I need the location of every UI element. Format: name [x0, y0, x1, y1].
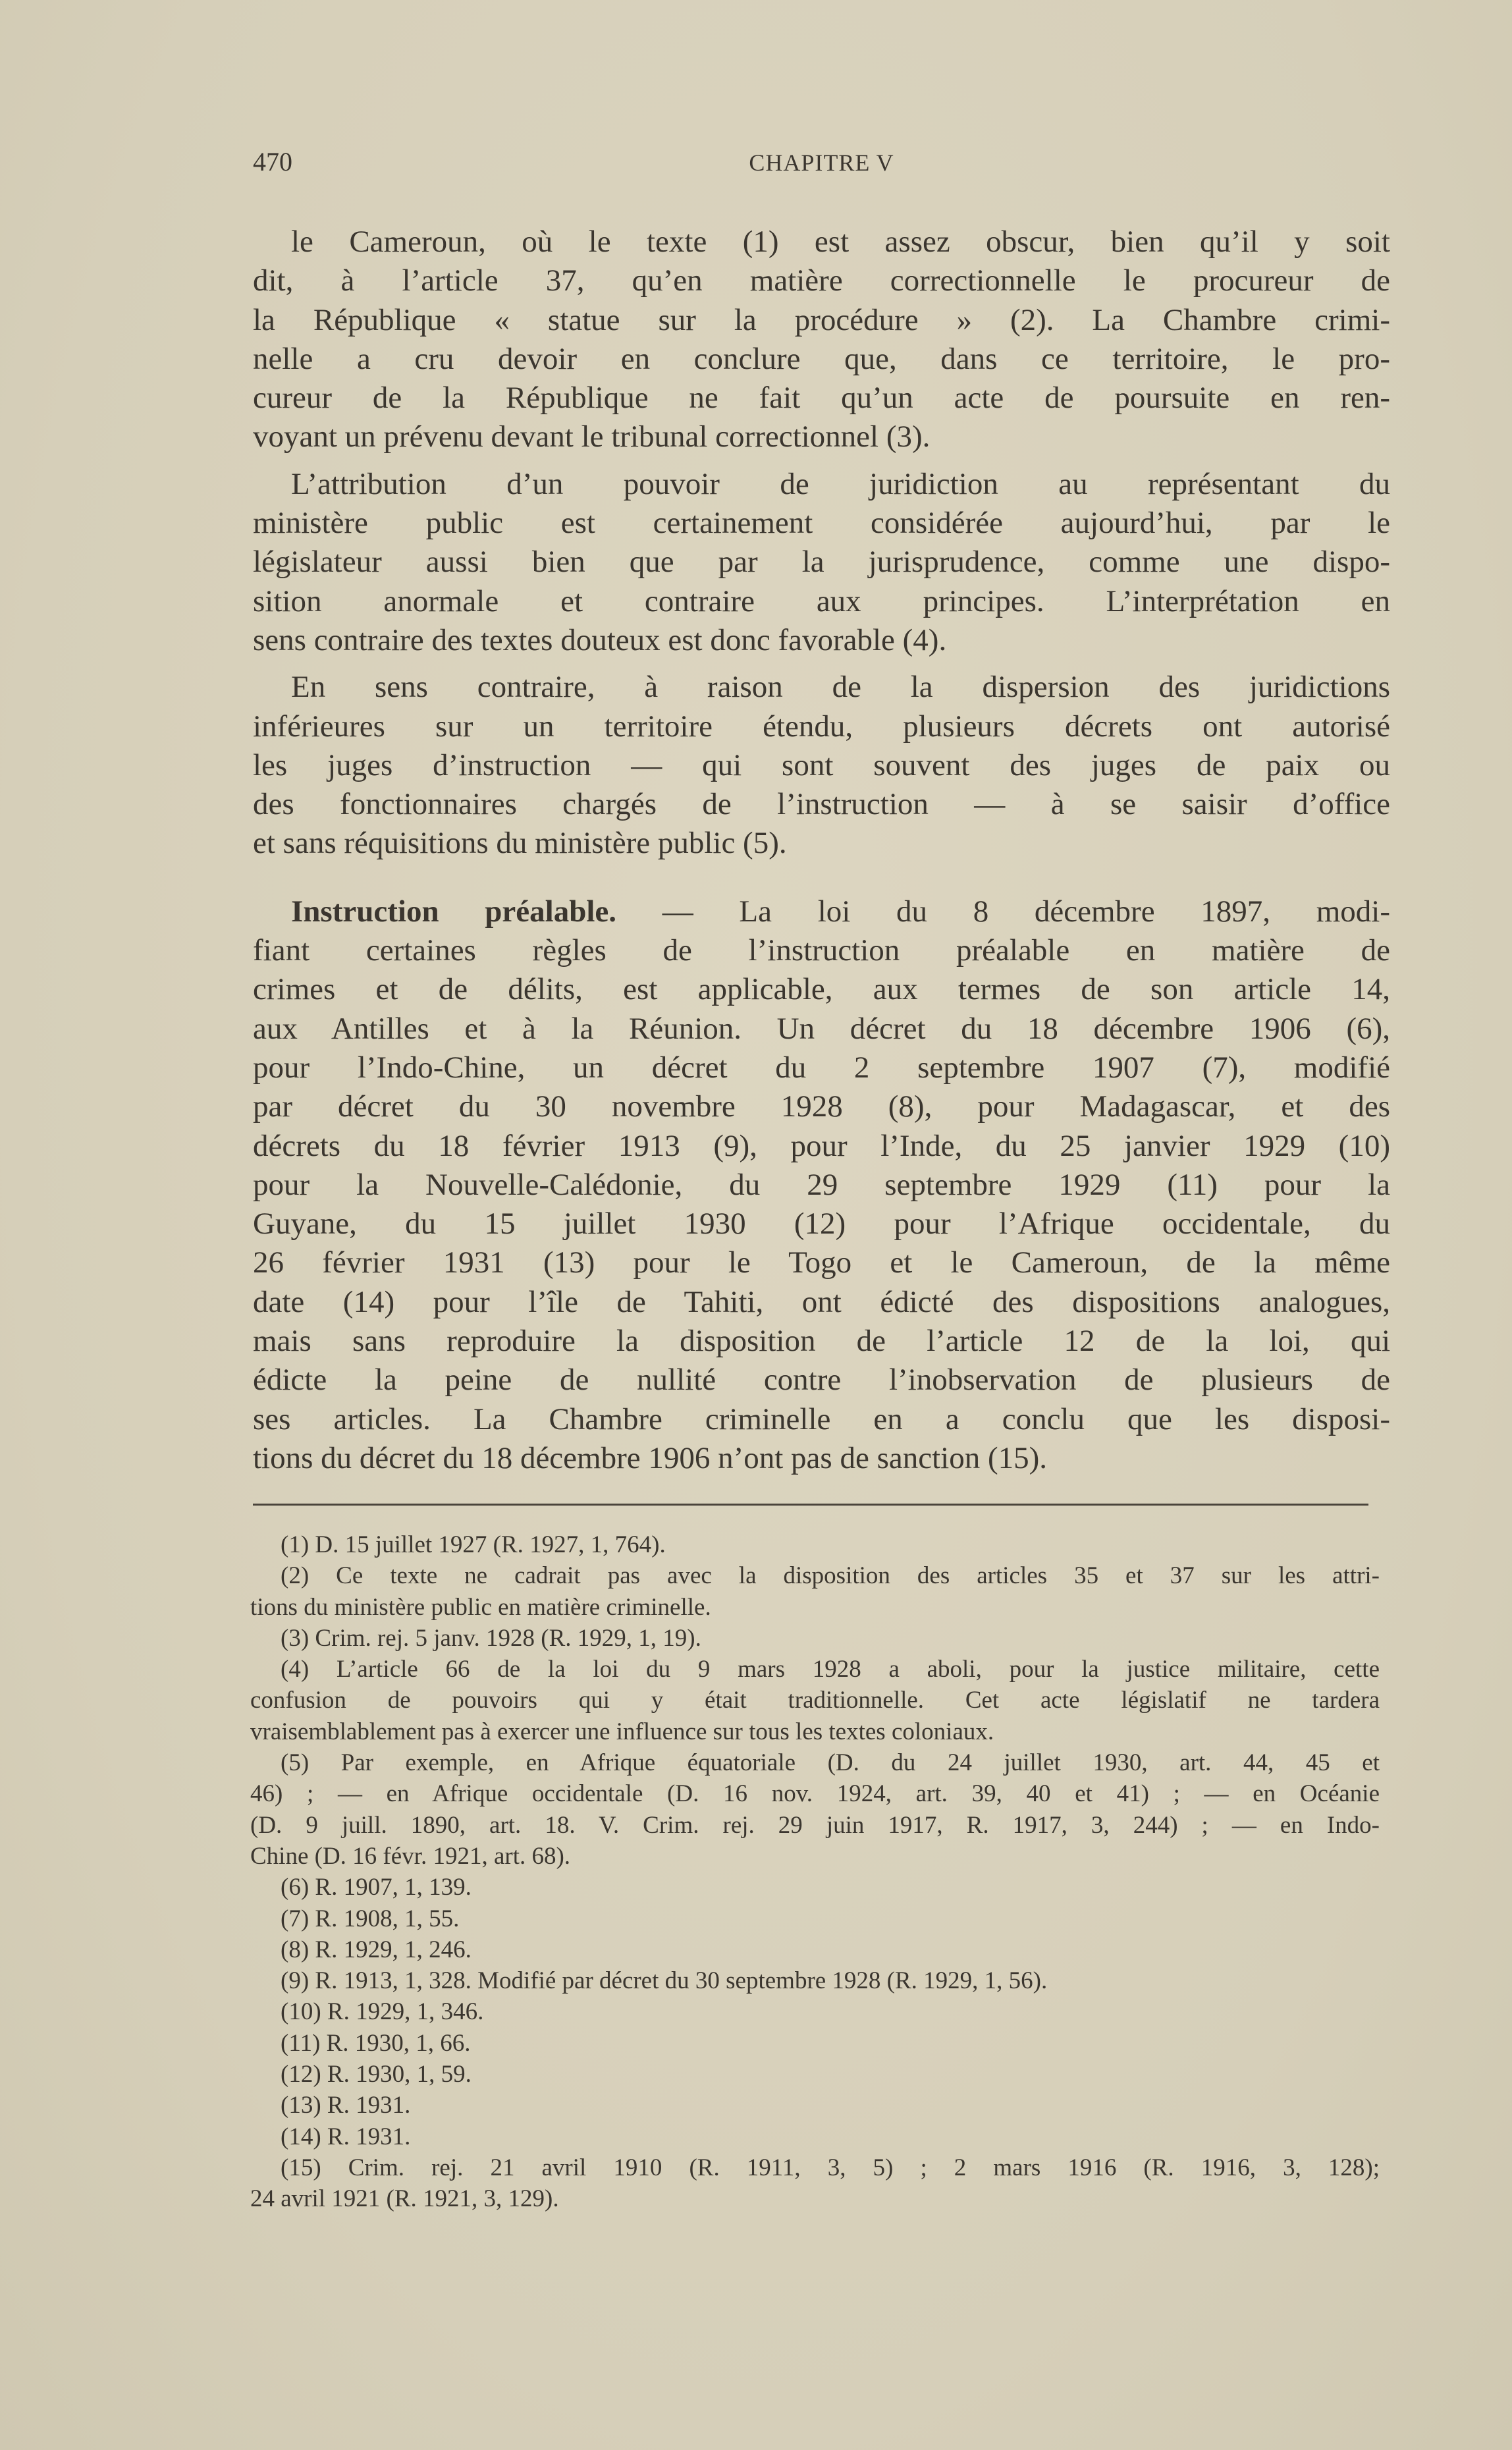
- footnote-line: 46) ; — en Afrique occidentale (D. 16 nov. 1924, art. 39, 40 et 41) ; — en Océanie: [250, 1780, 1380, 1808]
- line-text: — La loi du 8 décembre 1897, modi-: [616, 894, 1390, 929]
- body-text: [253, 223, 1390, 1478]
- footnote: [250, 1872, 1380, 1903]
- footnote: [250, 1965, 1380, 1996]
- chapter-title: CHAPITRE V: [749, 150, 894, 176]
- text-line: En sens contraire, à raison de la dispersion des juridictions: [291, 670, 1390, 705]
- footnote-line: (13) R. 1931.: [281, 2092, 411, 2119]
- footnote-line: (14) R. 1931.: [281, 2123, 411, 2150]
- paragraph: [253, 223, 1390, 457]
- text-line: 26 février 1931 (13) pour le Togo et le Cameroun, de la même: [253, 1245, 1390, 1280]
- text-line: législateur aussi bien que par la jurisprudence, comme une dispo-: [253, 545, 1390, 580]
- section-paragraph: [253, 892, 1390, 1478]
- text-line: pour la Nouvelle-Calédonie, du 29 septembre 1929 (11) pour la: [253, 1167, 1390, 1202]
- text-line: des fonctionnaires chargés de l’instruction — à se saisir d’office: [253, 787, 1390, 822]
- footnote-line: 24 avril 1921 (R. 1921, 3, 129).: [250, 2185, 559, 2213]
- footnote: [250, 1996, 1380, 2027]
- footnote: [250, 1654, 1380, 1747]
- footnote: [250, 2028, 1380, 2059]
- footnote-line: (15) Crim. rej. 21 avril 1910 (R. 1911, 3, 5) ; 2 mars 1916 (R. 1916, 3, 128);: [281, 2154, 1380, 2181]
- text-line: voyant un prévenu devant le tribunal correctionnel (3).: [253, 420, 931, 454]
- text-line: sens contraire des textes douteux est donc favorable (4).: [253, 622, 947, 657]
- text-line: mais sans reproduire la disposition de l’article 12 de la loi, qui: [253, 1324, 1390, 1359]
- footnote-line: (10) R. 1929, 1, 346.: [281, 1998, 484, 2026]
- text-line: sition anormale et contraire aux principes. L’interprétation en: [253, 584, 1390, 618]
- footnote-divider: [253, 1504, 1368, 1506]
- footnote-line: Chine (D. 16 févr. 1921, art. 68).: [250, 1842, 571, 1870]
- text-line: L’attribution d’un pouvoir de juridiction au représentant du: [291, 466, 1390, 501]
- footnote: [250, 1529, 1380, 1560]
- text-line: Guyane, du 15 juillet 1930 (12) pour l’Afrique occidentale, du: [253, 1207, 1390, 1241]
- text-line: ministère public est certainement considérée aujourd’hui, par le: [253, 506, 1390, 541]
- text-line: nelle a cru devoir en conclure que, dans ce territoire, le pro-: [253, 341, 1390, 376]
- text-line: la République « statue sur la procédure » (2). La Chambre crimi-: [253, 302, 1390, 337]
- text-line: pour l’Indo-Chine, un décret du 2 septembre 1907 (7), modifié: [253, 1050, 1390, 1085]
- footnote: [250, 2090, 1380, 2121]
- text-line: dit, à l’article 37, qu’en matière correctionnelle le procureur de: [253, 263, 1390, 298]
- footnote: [250, 1623, 1380, 1654]
- footnote: [250, 1903, 1380, 1934]
- footnote-line: tions du ministère public en matière criminelle.: [250, 1593, 711, 1621]
- footnote: [250, 1560, 1380, 1623]
- text-line: et sans réquisitions du ministère public (5).: [253, 826, 787, 861]
- text-line: tions du décret du 18 décembre 1906 n’ont pas de sanction (15).: [253, 1440, 1048, 1475]
- footnote-line: (7) R. 1908, 1, 55.: [281, 1905, 460, 1932]
- footnote-line: (D. 9 juill. 1890, art. 18. V. Crim. rej. 29 juin 1917, R. 1917, 3, 244) ; — en Indo-: [250, 1811, 1380, 1839]
- footnote-line: (5) Par exemple, en Afrique équatoriale (D. du 24 juillet 1930, art. 44, 45 et: [281, 1749, 1380, 1777]
- text-line: les juges d’instruction — qui sont souvent des juges de paix ou: [253, 748, 1390, 782]
- footnotes: [250, 1529, 1380, 2215]
- text-line: [253, 892, 1390, 931]
- text-line: date (14) pour l’île de Tahiti, ont édicté des dispositions analogues,: [253, 1284, 1390, 1319]
- footnote-line: (2) Ce texte ne cadrait pas avec la disposition des articles 35 et 37 sur les attri-: [281, 1562, 1380, 1590]
- footnote-line: (6) R. 1907, 1, 139.: [281, 1874, 472, 1901]
- footnote-line: vraisemblablement pas à exercer une influence sur tous les textes coloniaux.: [250, 1718, 994, 1745]
- running-header: [253, 146, 1390, 186]
- footnote-line: (3) Crim. rej. 5 janv. 1928 (R. 1929, 1, 19).: [281, 1624, 701, 1652]
- footnote: [250, 2152, 1380, 2215]
- footnote-line: confusion de pouvoirs qui y était traditionnelle. Cet acte législatif ne tardera: [250, 1687, 1380, 1714]
- footnote: [250, 1747, 1380, 1872]
- text-line: fiant certaines règles de l’instruction préalable en matière de: [253, 933, 1390, 968]
- text-line: par décret du 30 novembre 1928 (8), pour Madagascar, et des: [253, 1089, 1390, 1124]
- paragraph: [253, 668, 1390, 863]
- footnote-line: (4) L’article 66 de la loi du 9 mars 1928 a aboli, pour la justice militaire, cette: [281, 1656, 1380, 1683]
- page-number: 470: [253, 147, 292, 177]
- text-line: édicte la peine de nullité contre l’inobservation de plusieurs de: [253, 1363, 1390, 1398]
- footnote: [250, 1934, 1380, 1965]
- footnote: [250, 2121, 1380, 2152]
- footnote-line: (8) R. 1929, 1, 246.: [281, 1936, 472, 1963]
- text-line: aux Antilles et à la Réunion. Un décret du 18 décembre 1906 (6),: [253, 1011, 1390, 1046]
- footnote-line: (11) R. 1930, 1, 66.: [281, 2029, 471, 2057]
- text-line: ses articles. La Chambre criminelle en a conclu que les disposi-: [253, 1402, 1390, 1436]
- paragraph: [253, 465, 1390, 660]
- text-line: décrets du 18 février 1913 (9), pour l’Inde, du 25 janvier 1929 (10): [253, 1128, 1390, 1163]
- footnote: [250, 2059, 1380, 2090]
- footnote-line: (12) R. 1930, 1, 59.: [281, 2061, 472, 2088]
- footnote-line: (1) D. 15 juillet 1927 (R. 1927, 1, 764).: [281, 1531, 666, 1558]
- text-line: le Cameroun, où le texte (1) est assez obscur, bien qu’il y soit: [291, 225, 1390, 259]
- footnote-line: (9) R. 1913, 1, 328. Modifié par décret du 30 septembre 1928 (R. 1929, 1, 56).: [281, 1967, 1048, 1995]
- text-line: crimes et de délits, est applicable, aux termes de son article 14,: [253, 972, 1390, 1007]
- text-line: inférieures sur un territoire étendu, plusieurs décrets ont autorisé: [253, 709, 1390, 744]
- text-line: cureur de la République ne fait qu’un acte de poursuite en ren-: [253, 381, 1390, 416]
- section-heading: Instruction préalable.: [291, 894, 617, 929]
